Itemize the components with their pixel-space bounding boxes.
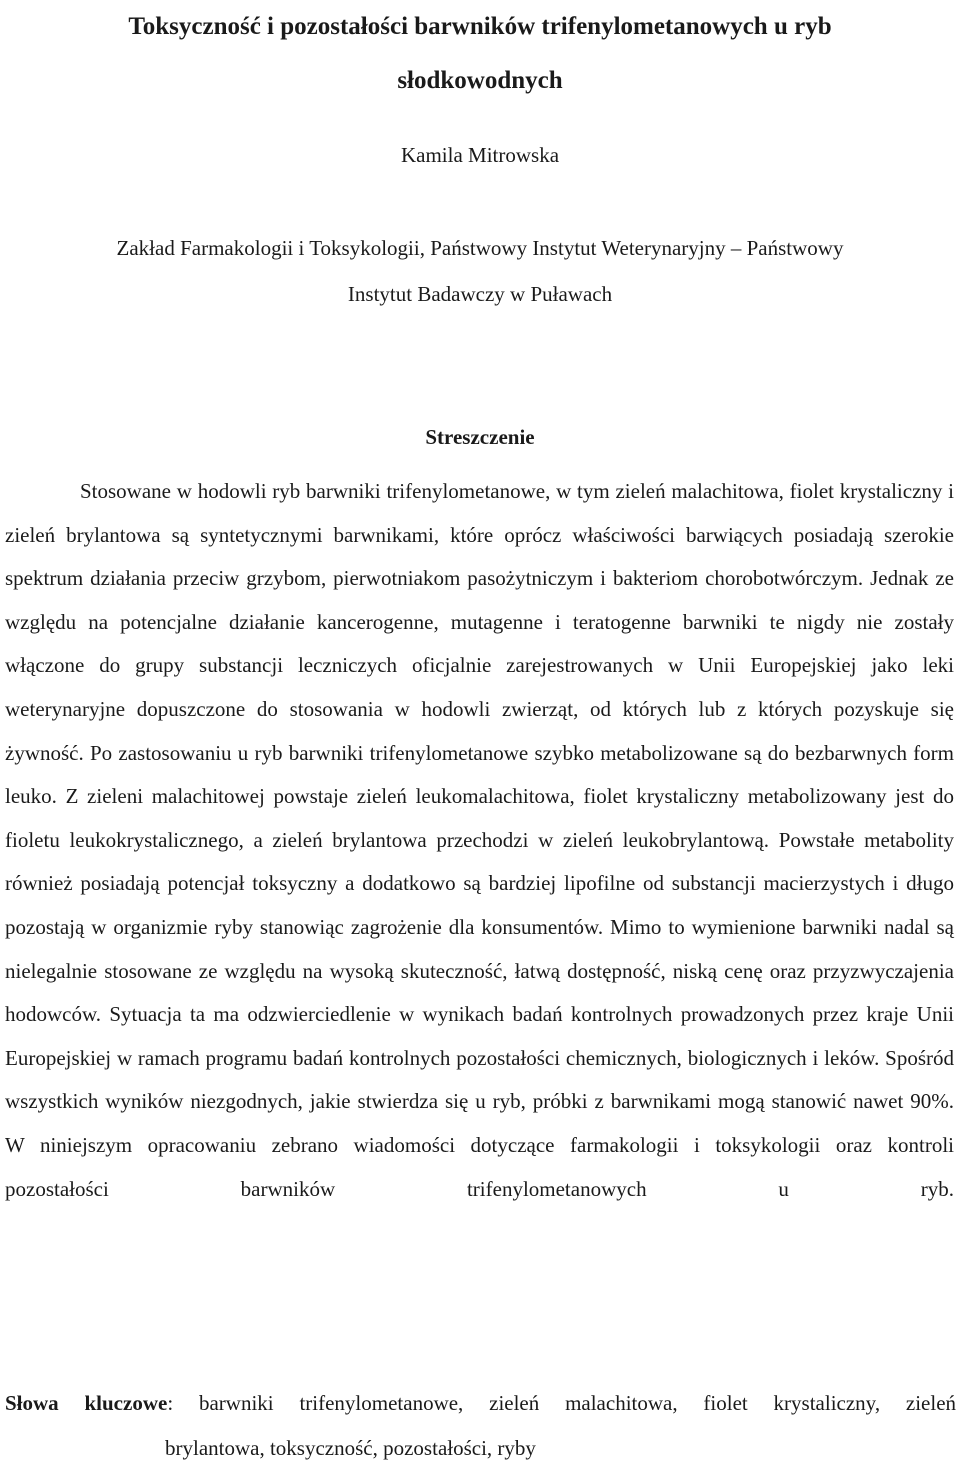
affiliation-line-1: Zakład Farmakologii i Toksykologii, Państwowy Instytut Weterynaryjny – Państwowy: [116, 236, 844, 260]
keywords-line-1: barwniki trifenylometanowe, zieleń malachitowa, fiolet krystaliczny, zieleń: [198, 1391, 957, 1415]
affiliation: [0, 225, 960, 317]
keywords-label: Słowa kluczowe: [5, 1391, 168, 1415]
author-name: Kamila Mitrowska: [400, 143, 560, 167]
title-line-2: słodkowodnych: [397, 67, 563, 94]
abstract-heading: Streszczenie: [425, 425, 535, 449]
affiliation-line-2: Instytut Badawczy w Puławach: [347, 282, 613, 306]
abstract-body: Stosowane w hodowli ryb barwniki trifenylometanowe, w tym zieleń malachitowa, fiolet krystaliczny i zieleń brylantowa są syntetycznymi barwnikami, które oprócz właściwości barwiących posiadają szerokie spektrum działania przeciw grzybom, pierwotniakom pasożytniczym i bakteriom chorobotwórczym. Jednak ze względu na potencjalne działanie kancerogenne, mutagenne i teratogenne barwniki te nigdy nie zostały włączone do grupy substancji leczniczych oficjalnie zarejestrowanych w Unii Europejskiej jako leki weterynaryjne dopuszczone do stosowania w hodowli zwierząt, od których lub z których pozyskuje się żywność. Po zastosowaniu u ryb barwniki trifenylometanowe szybko metabolizowane są do bezbarwnych form leuko. Z zieleni malachitowej powstaje zieleń leukomalachitowa, fiolet krystaliczny metabolizowany jest do fioletu leukokrystalicznego, a zieleń brylantowa przechodzi w zieleń leukobrylantową. Powstałe metabolity również posiadają potencjał toksyczny a dodatkowo są bardziej lipofilne od substancji macierzystych i długo pozostają w organizmie ryby stanowiąc zagrożenie dla konsumentów. Mimo to wymienione barwniki nadal są nielegalnie stosowane ze względu na wysoką skuteczność, łatwą dostępność, niską cenę oraz przyzwyczajenia hodowców. Sytuacja ta ma odzwierciedlenie w wynikach badań kontrolnych prowadzonych przez kraje Unii Europejskiej w ramach programu badań kontrolnych pozostałości chemicznych, biologicznych i leków. Spośród wszystkich wyników niezgodnych, jakie stwierdza się u ryb, próbki z barwnikami mogą stanowić nawet 90%. W niniejszym opracowaniu zebrano wiadomości dotyczące farmakologii i toksykologii oraz kontroli pozostałości barwników trifenylometanowych u ryb.: [5, 479, 954, 1201]
title-line-1: Toksyczność i pozostałości barwników trifenylometanowych u ryb: [128, 13, 832, 40]
keywords: Słowa kluczowe: barwniki trifenylometanowe, zieleń malachitowa, fiolet krystaliczny, zieleń: [5, 1391, 957, 1415]
paper-title: [0, 0, 960, 108]
keywords-line-2: brylantowa, toksyczność, pozostałości, ryby: [165, 1436, 536, 1460]
